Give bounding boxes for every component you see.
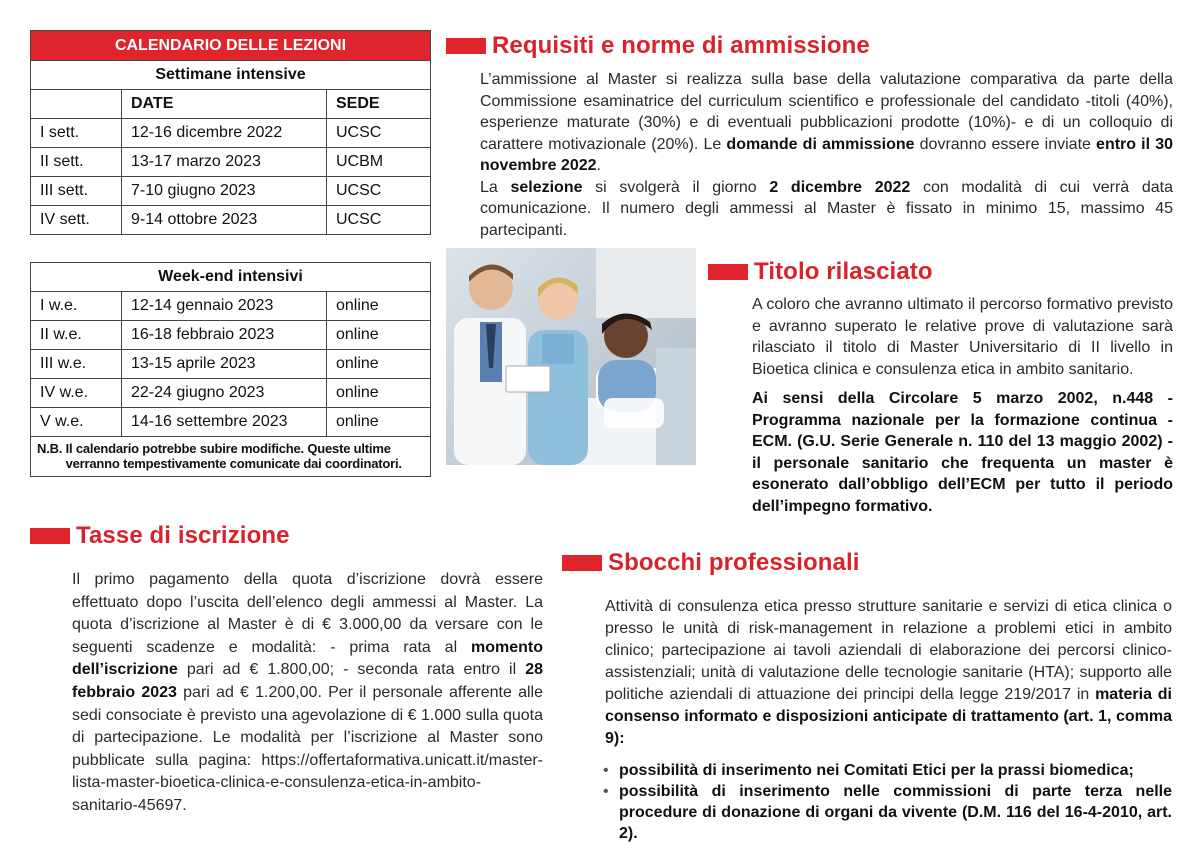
calendar-title: CALENDARIO DELLE LEZIONI bbox=[31, 31, 431, 61]
row-label: II w.e. bbox=[31, 321, 122, 350]
row-site: UCSC bbox=[327, 119, 431, 148]
table-row bbox=[31, 206, 431, 235]
row-label: I sett. bbox=[31, 119, 122, 148]
note-text: Il calendario potrebbe subire modifiche. Queste ultime verranno tempestivamente comunicate dai coordinatori. bbox=[65, 441, 402, 471]
titolo-paragraph-1: A coloro che avranno ultimato il percorso formativo previsto e avranno superato le relative prove di valutazione sarà rilasciato il titolo di Master Universitario di II livello in Bioetica clinica e consulenza etica in ambito sanitario. bbox=[752, 296, 1173, 378]
row-site: online bbox=[327, 321, 431, 350]
empty-header-cell bbox=[31, 90, 122, 119]
row-label: II sett. bbox=[31, 148, 122, 177]
text-run: Il primo pagamento della quota d’iscrizione dovrà essere effettuato dopo l’uscita dell’elenco degli ammessi al Master. La quota d’iscrizione al Master è di € 3.000,00 da versare con le seguenti scadenze e modalità: - prima rata al bbox=[72, 571, 543, 656]
sbocchi-paragraph bbox=[605, 596, 1172, 750]
calendar-weeks-table bbox=[30, 30, 431, 235]
row-label: III sett. bbox=[31, 177, 122, 206]
table-row bbox=[31, 292, 431, 321]
heading-requisiti bbox=[446, 32, 870, 60]
heading-bar-icon bbox=[562, 555, 602, 571]
heading-tasse bbox=[30, 522, 290, 550]
row-date: 12-16 dicembre 2022 bbox=[122, 119, 327, 148]
tasse-paragraph bbox=[72, 569, 543, 818]
text-run: pari ad € 1.200,00. Per il personale afferente alle sedi consociate è previsto una agevolazione di € 1.000 sulla quota di partecipazione. Le modalità per l’iscrizione al Master sono pubblicate sulla pagina: https://offertaformativa.unicatt.it/master-lista-master-bioetica-clinica-e-consulenza-etica-in-ambito-sanitario-45697. bbox=[72, 683, 544, 814]
row-site: online bbox=[327, 292, 431, 321]
table-row bbox=[31, 119, 431, 148]
row-date: 14-16 settembre 2023 bbox=[122, 408, 327, 437]
text-bold: domande di ammissione bbox=[726, 135, 915, 153]
text-run: con modalità di cui verrà data comunicazione. Il numero degli ammessi al Master è fissato in minimo 15, massimo 45 partecipanti. bbox=[480, 178, 1173, 239]
text-run: pari ad € 1.800,00; - seconda rata entro il bbox=[177, 661, 526, 679]
table-row bbox=[31, 379, 431, 408]
row-site: online bbox=[327, 350, 431, 379]
row-label: III w.e. bbox=[31, 350, 122, 379]
row-label: V w.e. bbox=[31, 408, 122, 437]
text-bold: momento dell’iscrizione bbox=[72, 638, 543, 679]
row-date: 16-18 febbraio 2023 bbox=[122, 321, 327, 350]
heading-titolo bbox=[708, 258, 933, 286]
table-row bbox=[31, 148, 431, 177]
titolo-paragraph-2: Ai sensi della Circolare 5 marzo 2002, n.448 - Programma nazionale per la formazione continua - ECM. (G.U. Serie Generale n. 110 del 13 maggio 2002) - il personale sanitario che frequenta un master è esonerato dall’obbligo dell’ECM per tutto il periodo dell’impegno formativo. bbox=[752, 390, 1173, 515]
weekends-subtitle: Week-end intensivi bbox=[31, 263, 431, 292]
text-bold: materia di consenso informato e disposizioni anticipate di trattamento (art. 1, comma 9): bbox=[605, 686, 1172, 747]
list-item: • possibilità di inserimento nei Comitati Etici per la prassi biomedica; bbox=[603, 760, 1172, 781]
requisiti-paragraph-1 bbox=[480, 69, 1173, 177]
text-run: si svolgerà il giorno bbox=[582, 178, 770, 196]
list-item: • possibilità di inserimento nelle commissioni di parte terza nelle procedure di donazione di organi da vivente (D.M. 116 del 16-4-2010, art. 2). bbox=[603, 781, 1172, 844]
row-label: IV sett. bbox=[31, 206, 122, 235]
heading-bar-icon bbox=[708, 264, 748, 280]
row-date: 13-15 aprile 2023 bbox=[122, 350, 327, 379]
calendar-note bbox=[31, 437, 431, 477]
col-header-site: SEDE bbox=[327, 90, 431, 119]
photo-illustration-icon bbox=[446, 248, 696, 465]
row-site: online bbox=[327, 379, 431, 408]
weeks-subtitle: Settimane intensive bbox=[31, 61, 431, 90]
heading-requisiti-text: Requisiti e norme di ammissione bbox=[492, 32, 870, 59]
table-row bbox=[31, 350, 431, 379]
text-bold: entro il 30 novembre 2022 bbox=[480, 135, 1173, 174]
table-row bbox=[31, 321, 431, 350]
row-date: 22-24 giugno 2023 bbox=[122, 379, 327, 408]
table-row bbox=[31, 177, 431, 206]
requisiti-body bbox=[480, 69, 1173, 241]
row-date: 12-14 gennaio 2023 bbox=[122, 292, 327, 321]
row-site: UCSC bbox=[327, 177, 431, 206]
titolo-body bbox=[752, 294, 1173, 517]
heading-tasse-text: Tasse di iscrizione bbox=[76, 522, 290, 549]
heading-bar-icon bbox=[30, 528, 70, 544]
row-site: online bbox=[327, 408, 431, 437]
row-label: I w.e. bbox=[31, 292, 122, 321]
text-run: dovranno essere inviate bbox=[914, 135, 1097, 153]
row-date: 13-17 marzo 2023 bbox=[122, 148, 327, 177]
text-bold: 28 febbraio 2023 bbox=[72, 661, 543, 701]
heading-titolo-text: Titolo rilasciato bbox=[754, 258, 933, 285]
medical-staff-photo bbox=[446, 248, 696, 465]
row-date: 7-10 giugno 2023 bbox=[122, 177, 327, 206]
requisiti-paragraph-2 bbox=[480, 177, 1173, 242]
row-label: IV w.e. bbox=[31, 379, 122, 408]
col-header-date: DATE bbox=[122, 90, 327, 119]
sbocchi-bullet-list bbox=[603, 760, 1172, 844]
calendar-weekends-table bbox=[30, 262, 431, 477]
text-run: Attività di consulenza etica presso strutture sanitarie e servizi di etica clinica o presso le unità di risk-management in relazione a problemi etici in ambito clinico; partecipazione ai tavoli aziendali di elaborazione dei percorsi clinico-assistenziali; unità di valutazione delle tecnologie sanitarie (HTA); supporto alle politiche aziendali di attuazione dei principi della legge 219/2017 in bbox=[605, 598, 1172, 703]
text-run: . bbox=[596, 157, 601, 174]
row-site: UCBM bbox=[327, 148, 431, 177]
tasse-body bbox=[72, 569, 543, 818]
text-run: La bbox=[480, 178, 511, 196]
row-date: 9-14 ottobre 2023 bbox=[122, 206, 327, 235]
text-bold: selezione bbox=[510, 178, 583, 196]
heading-sbocchi bbox=[562, 549, 860, 577]
table-row bbox=[31, 408, 431, 437]
sbocchi-body bbox=[605, 596, 1172, 844]
text-run: L’ammissione al Master si realizza sulla base della valutazione comparativa da parte della Commissione esaminatrice del curriculum scientifico e professionale del candidato -titoli (40%), esperienze maturate (30%) e di eventuali pubblicazioni prodotte (10%)- e di un colloquio di carattere motivazionale (20%). Le bbox=[480, 71, 1173, 153]
heading-sbocchi-text: Sbocchi professionali bbox=[608, 549, 860, 576]
row-site: UCSC bbox=[327, 206, 431, 235]
heading-bar-icon bbox=[446, 38, 486, 54]
text-bold: 2 dicembre 2022 bbox=[769, 178, 911, 196]
note-prefix: N.B. bbox=[37, 441, 63, 456]
